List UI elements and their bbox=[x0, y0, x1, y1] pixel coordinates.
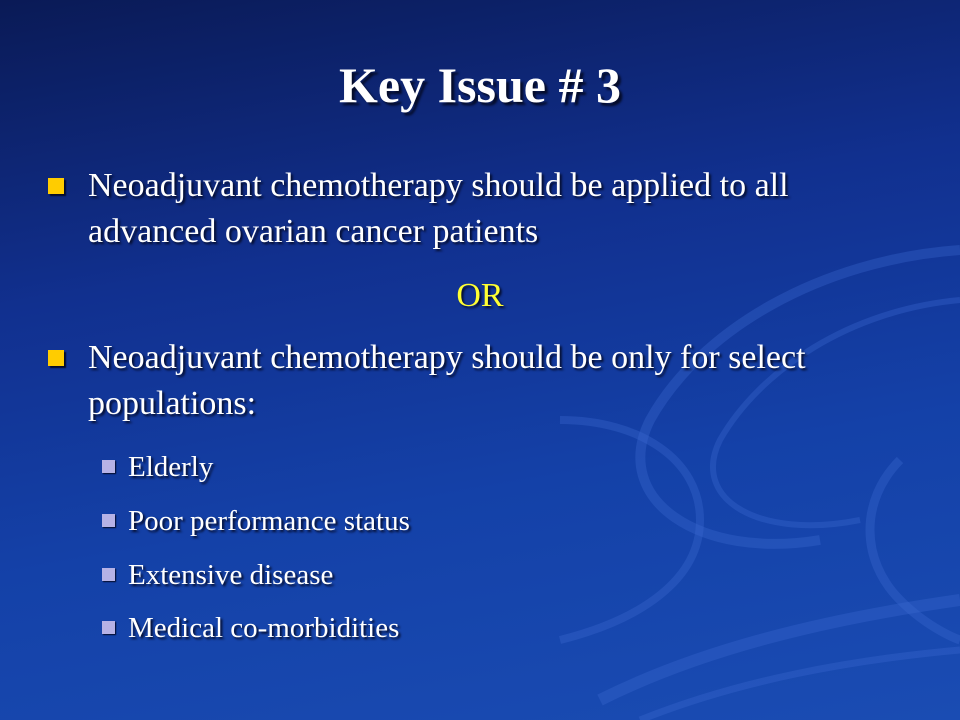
bullet-text: Neoadjuvant chemotherapy should be applied to all advanced ovarian cancer patients bbox=[88, 167, 789, 250]
slide-title: Key Issue # 3 bbox=[339, 57, 621, 113]
bullet-text: Neoadjuvant chemotherapy should be only for select populations: bbox=[88, 339, 806, 422]
bullet-square-icon bbox=[48, 178, 64, 194]
sub-bullet-text: Medical co-morbidities bbox=[128, 612, 400, 644]
sub-bullet-square-icon bbox=[102, 460, 115, 473]
bullet-item-select-populations bbox=[48, 335, 908, 427]
bullet-item-all-patients bbox=[48, 163, 908, 255]
bullet-square-icon bbox=[48, 350, 64, 366]
sub-bullet-item bbox=[102, 501, 802, 541]
sub-bullet-square-icon bbox=[102, 514, 115, 527]
or-separator: OR bbox=[456, 277, 504, 314]
sub-bullet-item bbox=[102, 608, 802, 648]
sub-bullet-square-icon bbox=[102, 621, 115, 634]
sub-bullet-item bbox=[102, 555, 802, 595]
sub-bullet-text: Elderly bbox=[128, 451, 214, 483]
sub-bullet-text: Extensive disease bbox=[128, 559, 334, 591]
sub-bullet-item bbox=[102, 447, 802, 487]
sub-bullet-text: Poor performance status bbox=[128, 505, 410, 537]
sub-bullet-square-icon bbox=[102, 568, 115, 581]
